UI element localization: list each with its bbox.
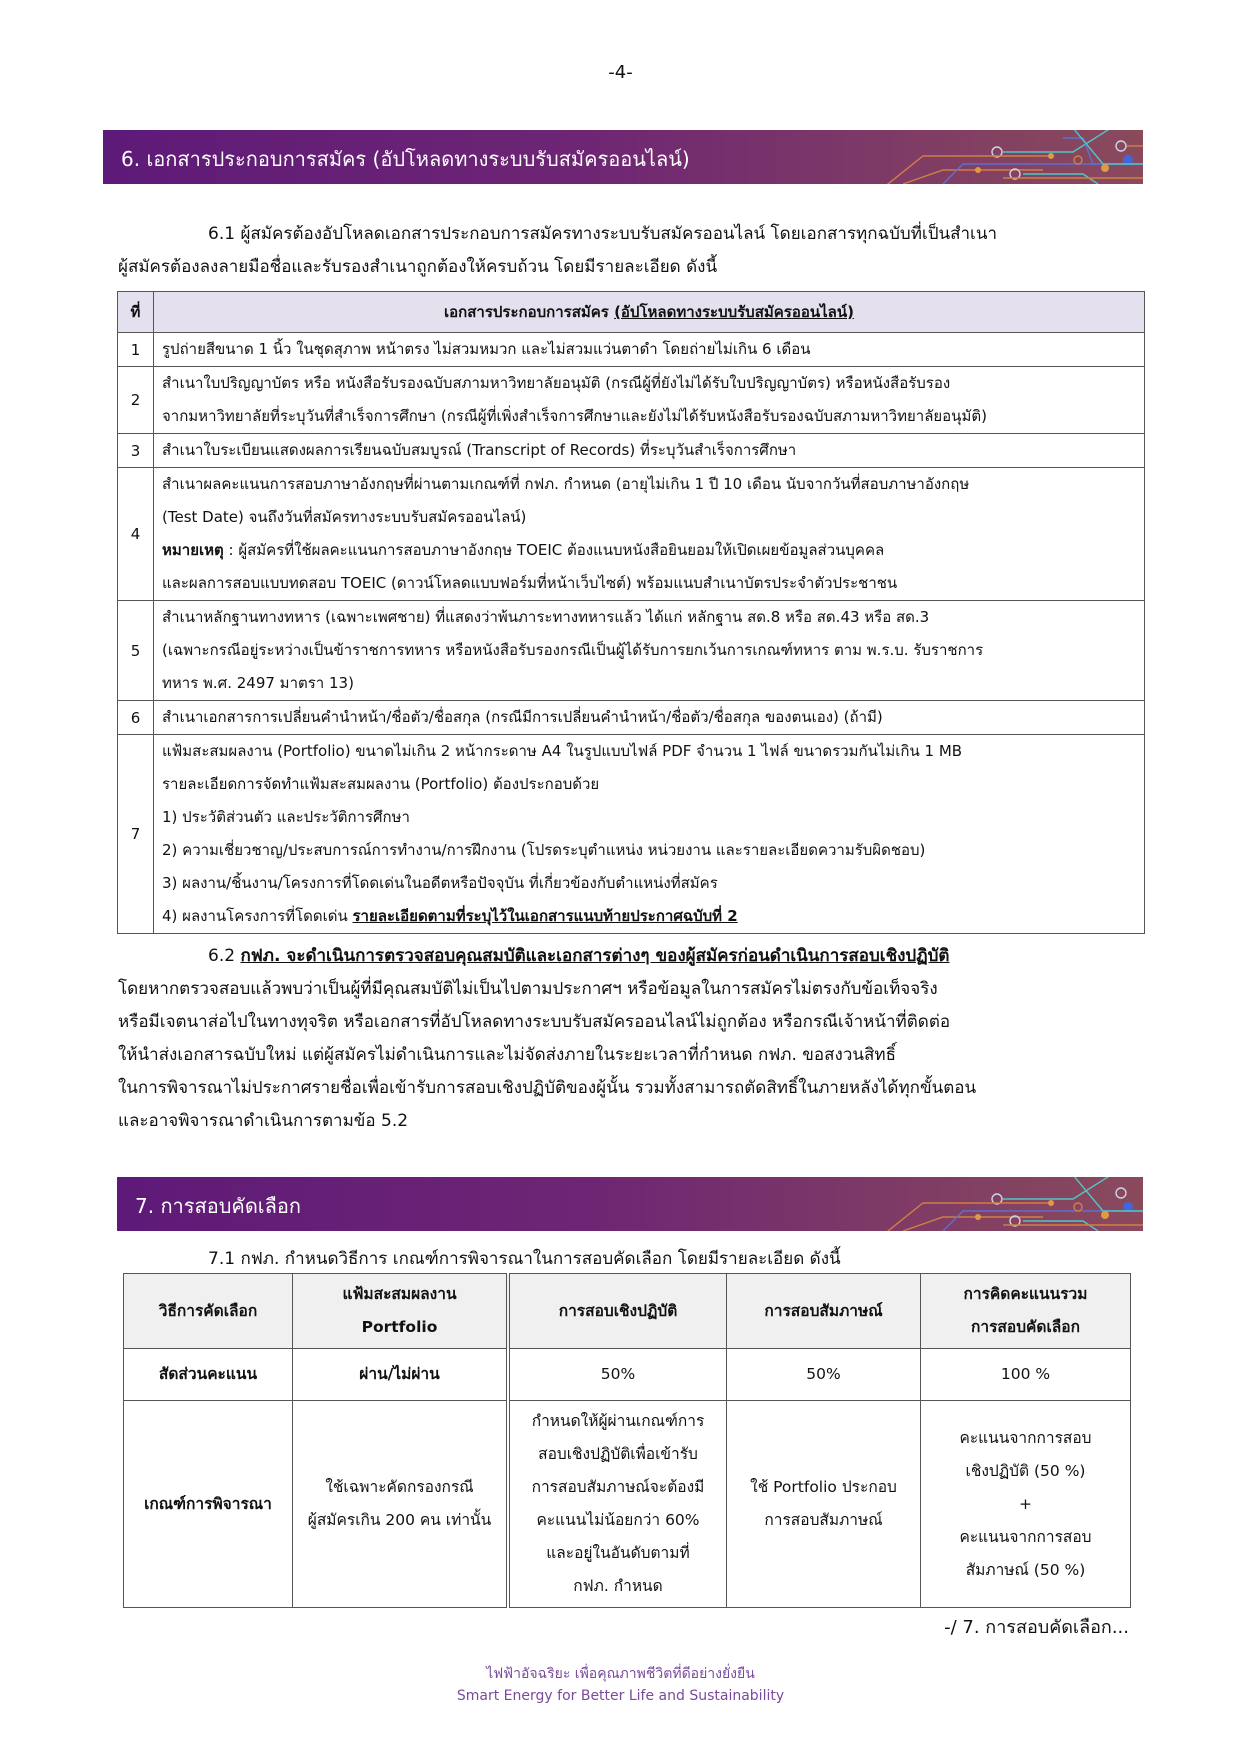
- table-row: [118, 333, 1145, 367]
- header-line: การสอบคัดเลือก: [971, 1318, 1080, 1336]
- paragraph-line: [118, 940, 1148, 973]
- paragraph-line: ผู้สมัครต้องลงลายมือชื่อและรับรองสำเนาถูกต้องให้ครบถ้วน โดยมีรายละเอียด ดังนี้: [118, 257, 718, 277]
- row-text: [154, 601, 1145, 701]
- row-line: สำเนาใบปริญญาบัตร หรือ หนังสือรับรองฉบับสภามหาวิทยาลัยอนุมัติ (กรณีผู้ที่ยังไม่ได้รับใบปริญญาบัตร) หรือหนังสือรับรอง: [162, 374, 951, 392]
- header-line: Portfolio: [361, 1318, 438, 1336]
- circuit-decoration-icon: [883, 1177, 1143, 1231]
- cell-line: คะแนนจากการสอบ: [959, 1527, 1092, 1546]
- row-line: และผลการสอบแบบทดสอบ TOEIC (ดาวน์โหลดแบบฟอร์มที่หน้าเว็บไซต์) พร้อมแนบสำเนาบัตรประจำตัวประชาชน: [162, 574, 898, 592]
- row-number: 5: [118, 601, 154, 701]
- row-line: 2) ความเชี่ยวชาญ/ประสบการณ์การทำงาน/การฝึกงาน (โปรดระบุตำแหน่ง หน่วยงาน และรายละเอียดความรับผิดชอบ): [162, 841, 926, 859]
- header-document-upload-note: (อัปโหลดทางระบบรับสมัครออนไลน์): [614, 303, 854, 321]
- circuit-decoration-icon: [883, 130, 1143, 184]
- table-row: [118, 468, 1145, 601]
- table-header-row: [124, 1274, 1131, 1349]
- header-document: [154, 292, 1145, 333]
- row-line: รายละเอียดการจัดทำแฟ้มสะสมผลงาน (Portfolio) ต้องประกอบด้วย: [162, 775, 600, 793]
- row-line: (เฉพาะกรณีอยู่ระหว่างเป็นข้าราชการทหาร หรือหนังสือรับรองกรณีเป็นผู้ได้รับการยกเว้นการเกณฑ์ทหาร ตาม พ.ร.บ. รับราชการ: [162, 641, 984, 659]
- header-document-label: เอกสารประกอบการสมัคร: [444, 303, 615, 321]
- cell-line: +: [1019, 1494, 1032, 1513]
- section-6-title: 6. เอกสารประกอบการสมัคร (อัปโหลดทางระบบรับสมัครออนไลน์): [121, 147, 690, 171]
- row-line: สำเนาหลักฐานทางทหาร (เฉพาะเพศชาย) ที่แสดงว่าพ้นภาระทางทหารแล้ว ได้แก่ หลักฐาน สด.8 หรือ สด.43 หรือ สด.3: [162, 608, 930, 626]
- row-line: (Test Date) จนถึงวันที่สมัครทางระบบรับสมัครออนไลน์): [162, 508, 527, 526]
- paragraph-line: 7.1 กฟภ. กำหนดวิธีการ เกณฑ์การพิจารณาในการสอบคัดเลือก โดยมีรายละเอียด ดังนี้: [208, 1249, 841, 1269]
- row-number: 6: [118, 701, 154, 735]
- row-text: [154, 735, 1145, 934]
- row-line: ทหาร พ.ศ. 2497 มาตรา 13): [162, 674, 354, 692]
- header-line: การสอบสัมภาษณ์: [764, 1301, 883, 1320]
- cell-line: เชิงปฏิบัติ (50 %): [965, 1461, 1086, 1480]
- header-total-score: [921, 1274, 1131, 1349]
- row-number: 4: [118, 468, 154, 601]
- header-line: การคิดคะแนนรวม: [963, 1285, 1088, 1303]
- continuation-note: -/ 7. การสอบคัดเลือก...: [944, 1617, 1129, 1638]
- row-number: 2: [118, 367, 154, 434]
- section-7-banner: [117, 1177, 1143, 1231]
- cell-line: ผู้สมัครเกิน 200 คน เท่านั้น: [307, 1511, 492, 1529]
- section-7-title: 7. การสอบคัดเลือก: [135, 1194, 302, 1218]
- table-header-row: [118, 292, 1145, 333]
- cell-line: กฟภ. กำหนด: [573, 1577, 663, 1595]
- row-label: สัดส่วนคะแนน: [124, 1349, 293, 1401]
- portfolio-item-4: 4) ผลงานโครงการที่โดดเด่น: [162, 907, 353, 925]
- note-label: หมายเหตุ: [162, 541, 224, 559]
- criteria-practical: [508, 1401, 727, 1608]
- table-row: [118, 367, 1145, 434]
- note-text: : ผู้สมัครที่ใช้ผลคะแนนการสอบภาษาอังกฤษ TOEIC ต้องแนบหนังสือยินยอมให้เปิดเผยข้อมูลส่วนบุคคล: [223, 541, 885, 559]
- header-line: แฟ้มสะสมผลงาน: [342, 1285, 457, 1303]
- section-6-banner: [103, 130, 1143, 184]
- row-line: จากมหาวิทยาลัยที่ระบุวันที่สำเร็จการศึกษา (กรณีผู้ที่เพิ่งสำเร็จการศึกษาและยังไม่ได้รับหนังสือรับรองฉบับสภามหาวิทยาลัยอนุมัติ): [162, 407, 987, 425]
- header-no: ที่: [118, 292, 154, 333]
- annex-reference: รายละเอียดตามที่ระบุไว้ในเอกสารแนบท้ายประกาศฉบับที่ 2: [352, 907, 738, 925]
- table-row: [118, 434, 1145, 468]
- paragraph-line: ในการพิจารณาไม่ประกาศรายชื่อเพื่อเข้ารับการสอบเชิงปฏิบัติของผู้นั้น รวมทั้งสามารถตัดสิทธิ์ในภายหลังได้ทุกขั้นตอน: [118, 1078, 977, 1098]
- cell-line: คะแนนจากการสอบ: [959, 1428, 1092, 1447]
- cell-line: กำหนดให้ผู้ผ่านเกณฑ์การ: [531, 1412, 705, 1430]
- footer-slogan-english: Smart Energy for Better Life and Sustainability: [456, 1688, 785, 1704]
- paragraph-line: และอาจพิจารณาดำเนินการตามข้อ 5.2: [118, 1111, 409, 1131]
- paragraph-line: โดยหากตรวจสอบแล้วพบว่าเป็นผู้ที่มีคุณสมบัติไม่เป็นไปตามประกาศฯ หรือข้อมูลในการสมัครไม่ตรงกับข้อเท็จจริง: [118, 979, 938, 999]
- footer: [0, 1663, 1241, 1707]
- criteria-total: [921, 1401, 1131, 1608]
- page-number: -4-: [608, 62, 633, 83]
- paragraph-7-1: [118, 1243, 1148, 1276]
- row-line: 1) ประวัติส่วนตัว และประวัติการศึกษา: [162, 808, 410, 826]
- row-text: [154, 701, 1145, 735]
- row-line: สำเนาเอกสารการเปลี่ยนคำนำหน้า/ชื่อตัว/ชื่อสกุล (กรณีมีการเปลี่ยนคำนำหน้า/ชื่อตัว/ชื่อสกุล ของตนเอง) (ถ้ามี): [162, 708, 883, 726]
- paragraph-line: หรือมีเจตนาส่อไปในทางทุจริต หรือเอกสารที่อัปโหลดทางระบบรับสมัครออนไลน์ไม่ถูกต้อง หรือกรณีเจ้าหน้าที่ติดต่อ: [118, 1012, 951, 1032]
- row-line: รูปถ่ายสีขนาด 1 นิ้ว ในชุดสุภาพ หน้าตรง ไม่สวมหมวก และไม่สวมแว่นตาดำ โดยถ่ายไม่เกิน 6 เดือน: [162, 340, 811, 358]
- selection-table: [123, 1273, 1131, 1608]
- cell-line: สัมภาษณ์ (50 %): [965, 1560, 1086, 1579]
- row-number: 3: [118, 434, 154, 468]
- ratio-portfolio: ผ่าน/ไม่ผ่าน: [293, 1349, 509, 1401]
- header-line: วิธีการคัดเลือก: [158, 1301, 258, 1320]
- row-line: [162, 900, 1136, 933]
- row-number: 1: [118, 333, 154, 367]
- header-line: การสอบเชิงปฏิบัติ: [558, 1301, 678, 1320]
- table-row: [124, 1349, 1131, 1401]
- paragraph-6-2: [118, 940, 1148, 1138]
- row-text: [154, 333, 1145, 367]
- header-method: [124, 1274, 293, 1349]
- header-interview: [727, 1274, 921, 1349]
- row-line: 3) ผลงาน/ชิ้นงาน/โครงการที่โดดเด่นในอดีตหรือปัจจุบัน ที่เกี่ยวข้องกับตำแหน่งที่สมัคร: [162, 874, 718, 892]
- paragraph-number: 6.2: [208, 946, 241, 966]
- paragraph-6-1: [118, 218, 1148, 284]
- row-line: สำเนาผลคะแนนการสอบภาษาอังกฤษที่ผ่านตามเกณฑ์ที่ กฟภ. กำหนด (อายุไม่เกิน 1 ปี 10 เดือน นับจากวันที่สอบภาษาอังกฤษ: [162, 475, 970, 493]
- ratio-total: 100 %: [921, 1349, 1131, 1401]
- cell-line: ใช้ Portfolio ประกอบ: [750, 1478, 897, 1496]
- table-row: [118, 735, 1145, 934]
- row-text: [154, 367, 1145, 434]
- cell-line: สอบเชิงปฏิบัติเพื่อเข้ารับ: [538, 1445, 698, 1463]
- row-label: เกณฑ์การพิจารณา: [124, 1401, 293, 1608]
- row-note: [162, 534, 1136, 567]
- row-line: สำเนาใบระเบียนแสดงผลการเรียนฉบับสมบูรณ์ (Transcript of Records) ที่ระบุวันสำเร็จการศึกษา: [162, 441, 797, 459]
- header-portfolio: [293, 1274, 509, 1349]
- cell-line: และอยู่ในอันดับตามที่: [546, 1544, 690, 1562]
- ratio-interview: 50%: [727, 1349, 921, 1401]
- criteria-interview: [727, 1401, 921, 1608]
- cell-line: ใช้เฉพาะคัดกรองกรณี: [325, 1478, 474, 1496]
- table-row: [118, 601, 1145, 701]
- table-row: [118, 701, 1145, 735]
- footer-slogan-thai: ไฟฟ้าอัจฉริยะ เพื่อคุณภาพชีวิตที่ดีอย่างยั่งยืน: [486, 1666, 755, 1682]
- paragraph-emphasis: กฟภ. จะดำเนินการตรวจสอบคุณสมบัติและเอกสารต่างๆ ของผู้สมัครก่อนดำเนินการสอบเชิงปฏิบัติ: [240, 946, 950, 966]
- row-number: 7: [118, 735, 154, 934]
- ratio-practical: 50%: [508, 1349, 727, 1401]
- table-row: [124, 1401, 1131, 1608]
- criteria-portfolio: [293, 1401, 509, 1608]
- cell-line: คะแนนไม่น้อยกว่า 60%: [536, 1511, 700, 1529]
- paragraph-line: 6.1 ผู้สมัครต้องอัปโหลดเอกสารประกอบการสมัครทางระบบรับสมัครออนไลน์ โดยเอกสารทุกฉบับที่เป็นสำเนา: [208, 224, 998, 244]
- row-text: [154, 434, 1145, 468]
- row-text: [154, 468, 1145, 601]
- cell-line: การสอบสัมภาษณ์: [764, 1511, 883, 1529]
- row-line: แฟ้มสะสมผลงาน (Portfolio) ขนาดไม่เกิน 2 หน้ากระดาษ A4 ในรูปแบบไฟล์ PDF จำนวน 1 ไฟล์ ขนาดรวมกันไม่เกิน 1 MB: [162, 742, 963, 760]
- paragraph-line: ให้นำส่งเอกสารฉบับใหม่ แต่ผู้สมัครไม่ดำเนินการและไม่จัดส่งภายในระยะเวลาที่กำหนด กฟภ. ขอสงวนสิทธิ์: [118, 1045, 896, 1065]
- cell-line: การสอบสัมภาษณ์จะต้องมี: [531, 1478, 705, 1496]
- header-practical-exam: [508, 1274, 727, 1349]
- documents-table: [117, 291, 1145, 934]
